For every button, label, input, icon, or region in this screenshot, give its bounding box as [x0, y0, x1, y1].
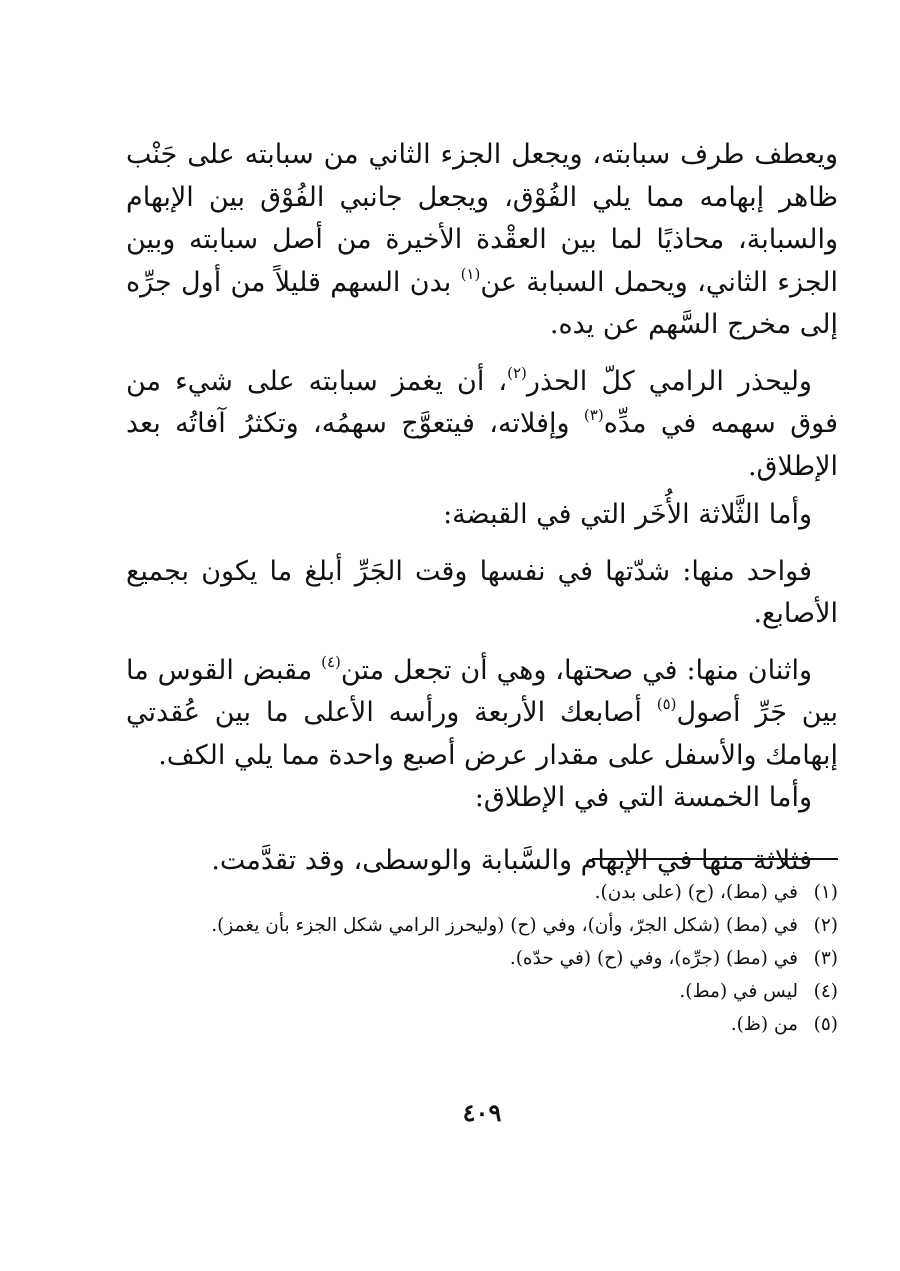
footnote-1 — [126, 876, 838, 909]
paragraph-3 — [126, 494, 838, 537]
footnote-5 — [126, 1008, 838, 1041]
paragraph-4-text: فواحد منها: شدّتها في نفسها وقت الجَرِّ أبلغ ما يكون بجميع الأصابع. — [126, 555, 838, 629]
paragraph-2-text-b: ، أن يغمز سبابته على شيء من فوق سهمه في مدِّه — [126, 365, 838, 439]
footnote-4 — [126, 975, 838, 1008]
footnote-ref-5[interactable]: (٥) — [656, 695, 677, 713]
paragraph-5-text-a: واثنان منها: في صحتها، وهي أن تجعل متن — [340, 654, 812, 686]
paragraph-1-text-a: ويعطف طرف سبابته، ويجعل الجزء الثاني من سبابته على جَنْب ظاهر إبهامه مما يلي الفُوْق، ويجعل جانبي الفُوْق بين الإبهام والسبابة، محاذيًا لما بين العقْدة الأخيرة من أصل سبابته وبين الجزء الثاني، ويحمل السبابة عن — [126, 139, 839, 298]
footnote-2 — [126, 909, 838, 942]
paragraph-1 — [126, 134, 838, 347]
page-number: ٤٠٩ — [462, 1098, 502, 1127]
footnote-5-number: (٥) — [813, 1014, 838, 1035]
paragraph-6-text: وأما الخمسة التي في الإطلاق: — [474, 782, 812, 813]
paragraph-1-text-b: بدن السهم قليلاً من أول جرِّه إلى مخرج السَّهم عن يده. — [126, 266, 838, 340]
footnote-ref-2[interactable]: (٢) — [507, 363, 527, 382]
footnote-2-text: في (مط) (شكل الجرّ، وأن)، وفي (ح) (وليحرز الرامي شكل الجزء بأن يغمز). — [211, 915, 798, 936]
footnote-4-number: (٤) — [813, 981, 838, 1002]
paragraph-2-text-c: وإفلاته، فيتعوَّج سهمُه، وتكثرُ آفاتُه بعد الإطلاق. — [126, 408, 838, 482]
footnote-ref-3[interactable]: (٣) — [583, 406, 604, 424]
footnote-2-number: (٢) — [813, 915, 838, 936]
main-text — [126, 134, 838, 882]
footnote-4-text: ليس في (مط). — [679, 981, 798, 1002]
footnote-separator — [592, 858, 838, 860]
paragraph-6 — [126, 777, 838, 820]
paragraph-2-text-a: وليحذر الرامي كلّ الحذر — [526, 365, 812, 397]
paragraph-7-text: فثلاثة منها في الإبهام والسَّبابة والوسطى، وقد تقدَّمت. — [211, 844, 812, 876]
footnote-3-text: في (مط) (جرِّه)، وفي (ح) (في حدّه). — [509, 948, 798, 969]
paragraph-2 — [126, 361, 838, 489]
paragraph-4 — [126, 551, 838, 636]
footnote-ref-1[interactable]: (١) — [460, 264, 481, 283]
paragraph-5 — [126, 650, 838, 778]
paragraph-5-text-c: أصابعك الأربعة ورأسه الأعلى ما بين عُقدتي إبهامك والأسفل على مقدار عرض أصبع واحدة مما يلي الكف. — [126, 697, 838, 771]
footnote-3 — [126, 942, 838, 975]
footnote-5-text: من (ظ). — [730, 1014, 798, 1035]
paragraph-5-text-b: مقبض القوس ما بين جَرِّ أصول — [126, 654, 838, 728]
paragraph-3-text: وأما الثَّلاثة الأُخَر التي في القبضة: — [443, 499, 812, 530]
book-page — [126, 0, 838, 1271]
footnote-1-number: (١) — [813, 882, 838, 903]
footnote-3-number: (٣) — [813, 948, 838, 969]
footnotes-list — [126, 876, 838, 1041]
footnote-1-text: في (مط)، (ح) (على بدن). — [594, 882, 798, 903]
footnote-ref-4[interactable]: (٤) — [321, 652, 341, 671]
